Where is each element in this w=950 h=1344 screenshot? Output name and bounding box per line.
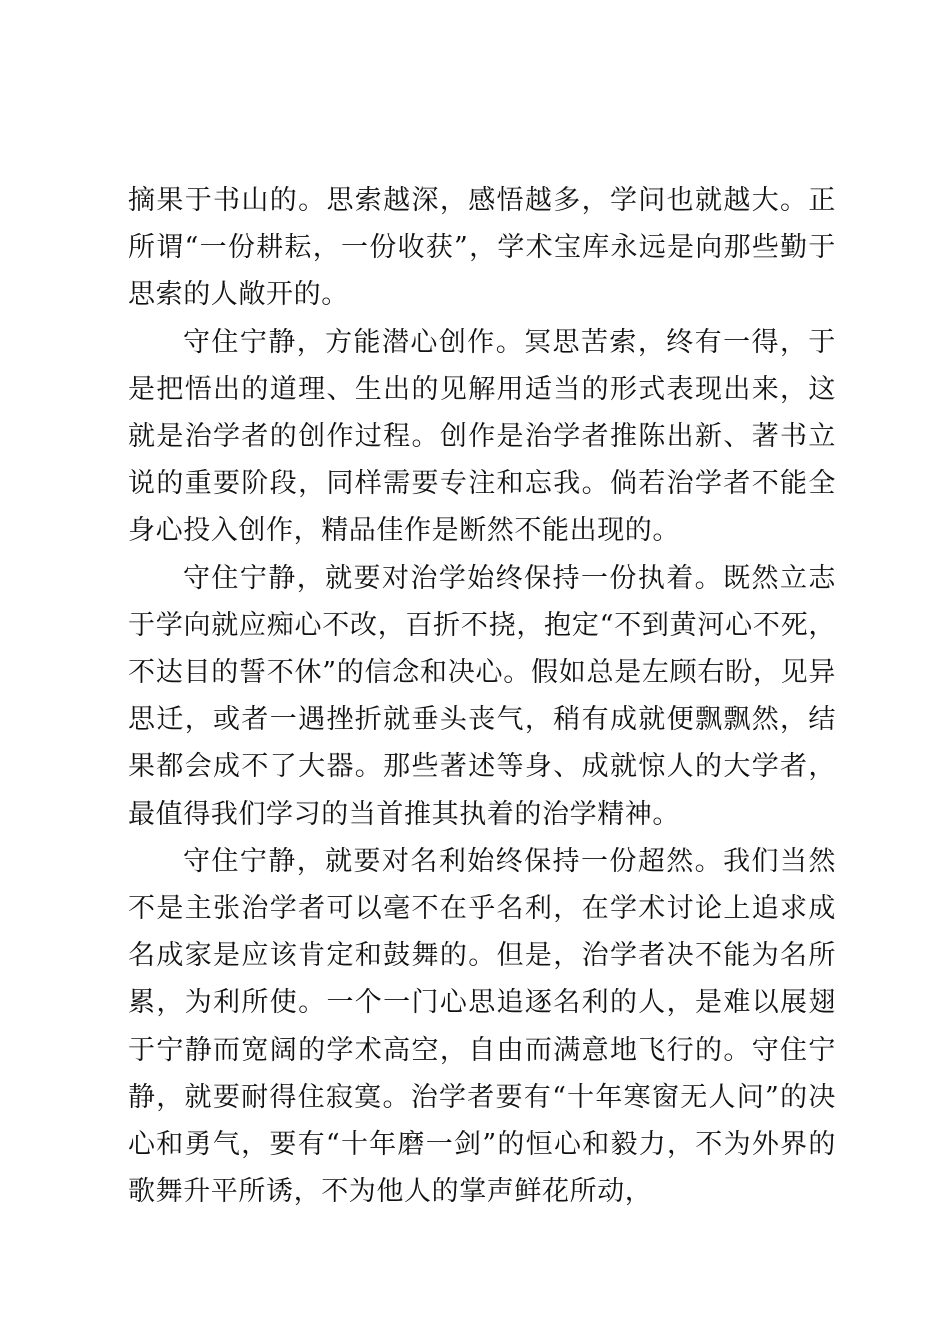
paragraph-2: 守住宁静，方能潜心创作。冥思苦索，终有一得，于是把悟出的道理、生出的见解用适当的形式表现出来，这就是治学者的创作过程。创作是治学者推陈出新、著书立说的重要阶段，同样需要专注和忘我。倘若治学者不能全身心投入创作，精品佳作是断然不能出现的。 xyxy=(128,326,836,547)
paragraph-3: 守住宁静，就要对治学始终保持一份执着。既然立志于学向就应痴心不改，百折不挠，抱定“不到黄河心不死，不达目的誓不休”的信念和决心。假如总是左顾右盼，见异思迁，或者一遇挫折就垂头丧气，稍有成就便飘飘然，结果都会成不了大器。那些著述等身、成就惊人的大学者，最值得我们学习的当首推其执着的治学精神。 xyxy=(128,562,836,830)
paragraph-1: 摘果于书山的。思索越深，感悟越多，学问也就越大。正所谓“一份耕耘，一份收获”，学术宝库永远是向那些勤于思索的人敞开的。 xyxy=(128,185,836,311)
body-text xyxy=(128,177,836,1215)
paragraph-4: 守住宁静，就要对名利始终保持一份超然。我们当然不是主张治学者可以毫不在乎名利，在学术讨论上追求成名成家是应该肯定和鼓舞的。但是，治学者决不能为名所累，为利所使。一个一门心思追逐名利的人，是难以展翅于宁静而宽阔的学术高空，自由而满意地飞行的。守住宁静，就要耐得住寂寞。治学者要有“十年寒窗无人问”的决心和勇气，要有“十年磨一剑”的恒心和毅力，不为外界的歌舞升平所诱，不为他人的掌声鲜花所动， xyxy=(128,845,836,1208)
